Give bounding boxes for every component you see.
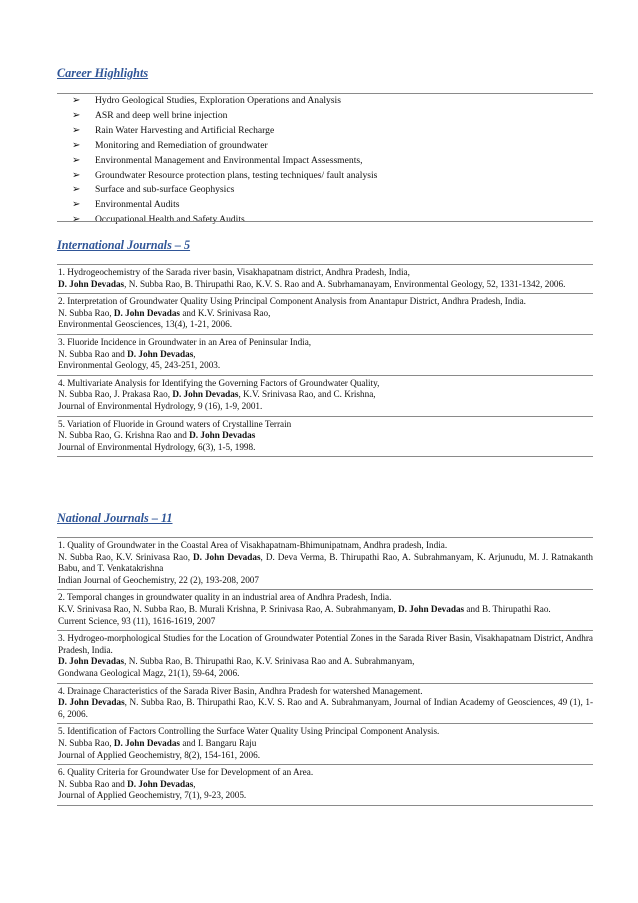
journal-entry-authors bbox=[58, 279, 593, 291]
career-highlight-item bbox=[57, 109, 593, 124]
journal-entry-title: 4. Drainage Characteristics of the Sarada River Basin, Andhra Pradesh for watershed Management. bbox=[58, 685, 423, 696]
authors-before: N. Subba Rao, J. Prakasa Rao, bbox=[58, 389, 173, 400]
authors-before: N. Subba Rao, bbox=[58, 737, 114, 748]
career-highlight-text: Groundwater Resource protection plans, testing techniques/ fault analysis bbox=[95, 169, 378, 181]
career-highlight-item bbox=[57, 94, 593, 109]
highlighted-author: D. John Devadas bbox=[193, 551, 261, 562]
highlighted-author: D. John Devadas bbox=[398, 603, 465, 614]
journal-entry-body bbox=[57, 265, 593, 293]
highlighted-author: D. John Devadas bbox=[58, 278, 125, 289]
journal-entry-body bbox=[57, 765, 593, 805]
journal-entry bbox=[57, 723, 593, 764]
journal-entry bbox=[57, 537, 593, 589]
arrow-bullet-icon: ➢ bbox=[72, 139, 81, 151]
journal-citation: Journal of Applied Geochemistry, 8(2), 154-161, 2006. bbox=[58, 749, 261, 760]
journal-entry-body bbox=[57, 335, 593, 375]
journal-entry-authors bbox=[58, 656, 593, 668]
journal-entry bbox=[57, 589, 593, 630]
international-journals-heading: International Journals – 5 bbox=[57, 238, 191, 252]
career-highlight-item bbox=[57, 139, 593, 154]
international-journals-list bbox=[57, 264, 593, 457]
authors-after: and K.V. Srinivasa Rao, bbox=[180, 307, 271, 318]
entry-divider bbox=[57, 805, 593, 806]
journal-entry-title: 4. Multivariate Analysis for Identifying the Governing Factors of Groundwater Quality, bbox=[58, 377, 380, 388]
career-highlight-item bbox=[57, 154, 593, 169]
arrow-bullet-icon: ➢ bbox=[72, 214, 81, 226]
journal-entry bbox=[57, 334, 593, 375]
career-highlights-heading: Career Highlights bbox=[57, 66, 149, 80]
authors-after: , bbox=[193, 778, 196, 789]
authors-after: , N. Subba Rao, B. Thirupathi Rao, K.V. S. Rao and A. Subrhamanayam, Environmental Geology, 52, 1331-1342, 2006. bbox=[124, 278, 566, 289]
highlighted-author: D. John Devadas bbox=[189, 430, 256, 441]
career-highlight-item bbox=[57, 124, 593, 139]
highlighted-author: D. John Devadas bbox=[113, 307, 181, 318]
journal-citation: Journal of Environmental Hydrology, 9 (16), 1-9, 2001. bbox=[58, 400, 263, 411]
journal-entry bbox=[57, 264, 593, 293]
journal-citation: Journal of Applied Geochemistry, 7(1), 9-23, 2005. bbox=[58, 790, 247, 801]
career-highlights-list bbox=[57, 94, 593, 228]
journal-entry-authors bbox=[58, 779, 593, 791]
authors-after: and B. Thirupathi Rao. bbox=[464, 603, 551, 614]
journal-citation: Gondwana Geological Magz, 21(1), 59-64, 2006. bbox=[58, 667, 240, 678]
national-journals-heading: National Journals – 11 bbox=[57, 511, 173, 525]
journal-entry-title: 5. Identification of Factors Controlling the Surface Water Quality Using Principal Component Analysis. bbox=[58, 726, 440, 737]
journal-entry bbox=[57, 416, 593, 457]
career-highlight-text: ASR and deep well brine injection bbox=[95, 109, 228, 121]
arrow-bullet-icon: ➢ bbox=[72, 124, 81, 136]
highlighted-author: D. John Devadas bbox=[172, 389, 239, 400]
entry-divider bbox=[57, 456, 593, 457]
journal-entry bbox=[57, 375, 593, 416]
authors-after: , N. Subba Rao, B. Thirupathi Rao, K.V. Srinivasa Rao and A. Subrahmanyam, bbox=[124, 656, 415, 667]
journal-entry bbox=[57, 630, 593, 682]
journal-citation: Journal of Environmental Hydrology, 6(3), 1-5, 1998. bbox=[58, 441, 256, 452]
journal-entry bbox=[57, 764, 593, 805]
authors-after: , D. Deva Verma, B. Thirupathi Rao, A. Subrahmanyam, K. Arjunudu, M. J. Ratnakanth Babu, and T. Venkatakrishna bbox=[58, 551, 593, 574]
arrow-bullet-icon: ➢ bbox=[72, 184, 81, 196]
arrow-bullet-icon: ➢ bbox=[72, 109, 81, 121]
arrow-bullet-icon: ➢ bbox=[72, 154, 81, 166]
journal-citation: Environmental Geology, 45, 243-251, 2003. bbox=[58, 360, 221, 371]
journal-citation: Environmental Geosciences, 13(4), 1-21, 2006. bbox=[58, 319, 233, 330]
national-journals-list bbox=[57, 537, 593, 806]
career-highlight-text: Monitoring and Remediation of groundwater bbox=[95, 139, 268, 151]
journal-entry bbox=[57, 683, 593, 724]
arrow-bullet-icon: ➢ bbox=[72, 199, 81, 211]
authors-before: N. Subba Rao, G. Krishna Rao and bbox=[58, 430, 190, 441]
journal-entry-authors bbox=[58, 308, 593, 320]
journal-citation: Current Science, 93 (11), 1616-1619, 2007 bbox=[58, 615, 216, 626]
authors-before: N. Subba Rao, bbox=[58, 307, 114, 318]
career-highlight-text: Hydro Geological Studies, Exploration Operations and Analysis bbox=[95, 95, 341, 106]
career-highlights-bottom-rule bbox=[57, 221, 593, 222]
authors-after: , K.V. Srinivasa Rao, and C. Krishna, bbox=[238, 389, 376, 400]
arrow-bullet-icon: ➢ bbox=[72, 95, 81, 106]
journal-citation: Indian Journal of Geochemistry, 22 (2), 193-208, 2007 bbox=[58, 574, 259, 585]
journal-entry bbox=[57, 293, 593, 334]
career-highlight-text: Environmental Management and Environmental Impact Assessments, bbox=[95, 154, 363, 166]
journal-entry-body bbox=[57, 724, 593, 764]
journal-entry-body bbox=[57, 294, 593, 334]
authors-after: , bbox=[193, 348, 196, 359]
highlighted-author: D. John Devadas bbox=[113, 737, 181, 748]
journal-entry-authors bbox=[58, 738, 593, 750]
journal-entry-authors bbox=[58, 389, 593, 401]
arrow-bullet-icon: ➢ bbox=[72, 169, 81, 181]
authors-before: N. Subba Rao and bbox=[58, 778, 128, 789]
journal-entry-authors bbox=[58, 430, 593, 442]
highlighted-author: D. John Devadas bbox=[127, 778, 194, 789]
authors-before: N. Subba Rao, K.V. Srinivasa Rao, bbox=[58, 551, 193, 562]
highlighted-author: D. John Devadas bbox=[127, 348, 194, 359]
journal-entry-title: 6. Quality Criteria for Groundwater Use for Development of an Area. bbox=[58, 767, 314, 778]
highlighted-author: D. John Devadas bbox=[58, 656, 125, 667]
career-highlight-item bbox=[57, 198, 593, 213]
journal-entry-title: 3. Hydrogeo-morphological Studies for the Location of Groundwater Potential Zones in the Sarada River Basin, Visakhapatnam District, Andhra Pradesh, India. bbox=[58, 633, 593, 655]
journal-entry-authors bbox=[58, 604, 593, 616]
journal-entry-authors bbox=[58, 697, 593, 720]
journal-entry-body bbox=[57, 631, 593, 682]
career-highlight-text: Environmental Audits bbox=[95, 199, 180, 211]
journal-entry-title: 5. Variation of Fluoride in Ground waters of Crystalline Terrain bbox=[58, 418, 292, 429]
journal-entry-body bbox=[57, 590, 593, 630]
career-highlight-text: Occupational Health and Safety Audits bbox=[95, 214, 245, 226]
authors-before: N. Subba Rao and bbox=[58, 348, 128, 359]
journal-entry-authors bbox=[58, 552, 593, 575]
career-highlight-text: Rain Water Harvesting and Artificial Recharge bbox=[95, 124, 275, 136]
journal-entry-title: 2. Interpretation of Groundwater Quality Using Principal Component Analysis from Anantapur District, Andhra Pradesh, India. bbox=[58, 296, 526, 307]
journal-entry-authors bbox=[58, 349, 593, 361]
journal-entry-body bbox=[57, 417, 593, 457]
journal-entry-body bbox=[57, 684, 593, 724]
journal-entry-title: 1. Hydrogeochemistry of the Sarada river basin, Visakhapatnam district, Andhra Pradesh, India, bbox=[58, 267, 410, 277]
authors-after: , N. Subba Rao, B. Thirupathi Rao, K.V. S. Rao and A. Subrahmanyam, Journal of Indian Academy of Geosciences, 49 (1), 1-6, 2006. bbox=[58, 697, 594, 719]
journal-entry-body bbox=[57, 538, 593, 589]
career-highlight-text: Surface and sub-surface Geophysics bbox=[95, 184, 235, 196]
career-highlight-item bbox=[57, 183, 593, 198]
career-highlight-item bbox=[57, 169, 593, 184]
journal-entry-title: 3. Fluoride Incidence in Groundwater in an Area of Peninsular India, bbox=[58, 336, 312, 347]
highlighted-author: D. John Devadas bbox=[58, 697, 125, 708]
journal-entry-title: 2. Temporal changes in groundwater quality in an industrial area of Andhra Pradesh, India. bbox=[58, 592, 392, 603]
journal-entry-body bbox=[57, 376, 593, 416]
authors-after: and I. Bangaru Raju bbox=[180, 737, 257, 748]
journal-entry-title: 1. Quality of Groundwater in the Coastal Area of Visakhapatnam-Bhimunipatnam, Andhra pradesh, India. bbox=[58, 540, 448, 550]
authors-before: K.V. Srinivasa Rao, N. Subba Rao, B. Murali Krishna, P. Srinivasa Rao, A. Subrahmanyam, bbox=[58, 603, 398, 614]
